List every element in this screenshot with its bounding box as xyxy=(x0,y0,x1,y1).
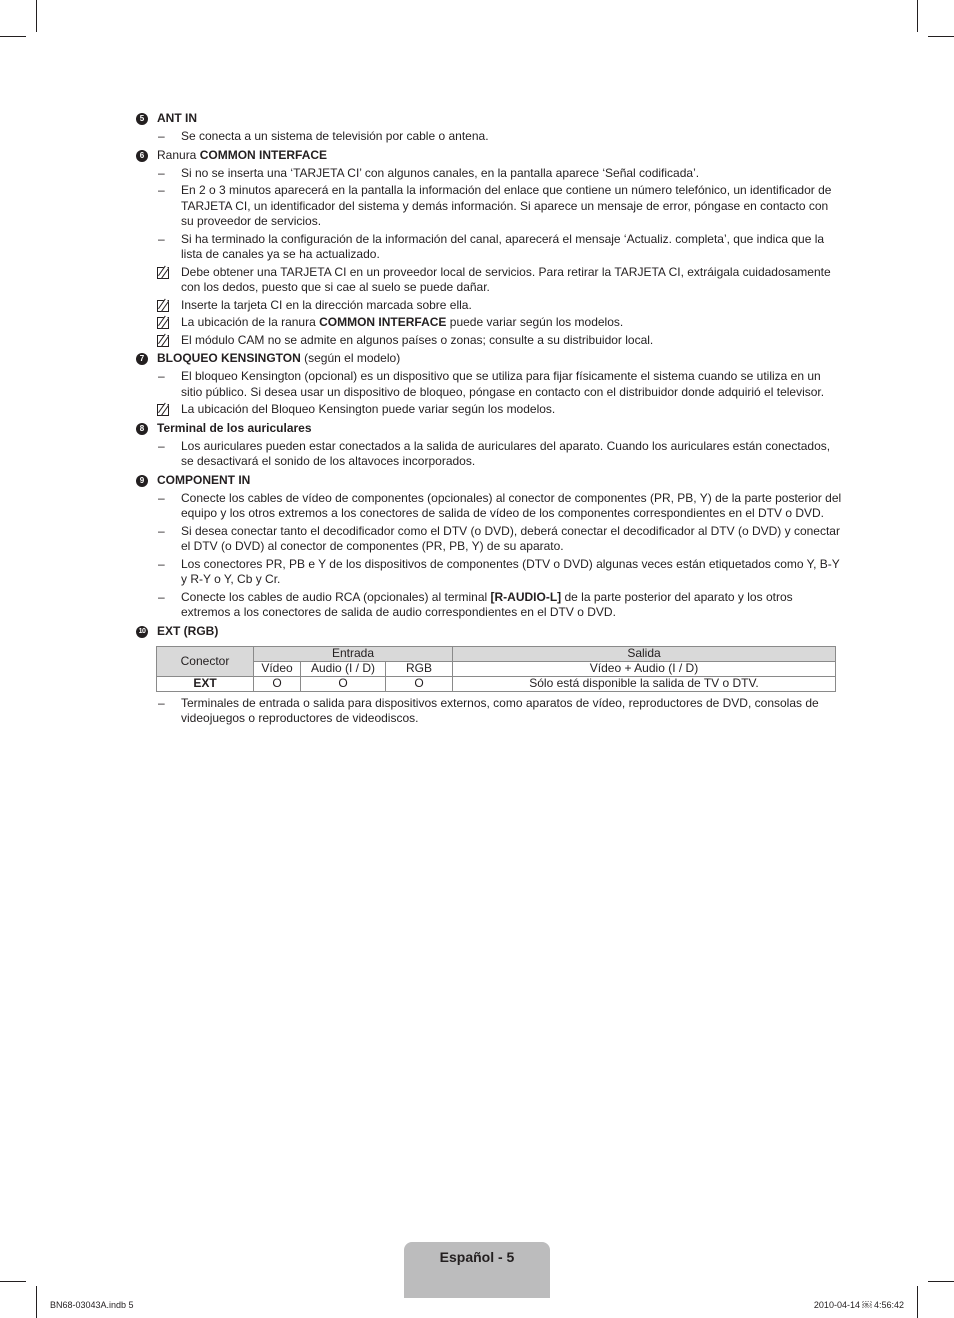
note-item xyxy=(136,402,842,418)
note-pencil-icon xyxy=(157,317,169,329)
section-heading xyxy=(136,351,842,367)
crop-mark xyxy=(917,0,918,32)
row-rgb: O xyxy=(386,676,453,691)
bullet-item xyxy=(136,369,842,400)
section-6 xyxy=(136,148,842,349)
dash-marker: – xyxy=(158,490,165,505)
section-5 xyxy=(136,111,842,145)
section-heading xyxy=(136,473,842,489)
subheader-salida: Vídeo + Audio (I / D) xyxy=(453,661,836,676)
section-title-bold: COMPONENT IN xyxy=(157,472,251,487)
bullet-item xyxy=(136,183,842,230)
item-text: La ubicación de la ranura xyxy=(181,315,320,329)
crop-mark xyxy=(928,1281,954,1282)
bullet-item xyxy=(136,491,842,522)
page-number-tab xyxy=(404,1242,550,1298)
header-conector: Conector xyxy=(157,646,254,676)
note-pencil-icon xyxy=(157,404,169,416)
footer-file-name: BN68-03043A.indb 5 xyxy=(50,1300,134,1310)
row-salida: Sólo está disponible la salida de TV o DTV. xyxy=(453,676,836,691)
section-number-icon: 6 xyxy=(136,150,148,162)
subheader-audio: Audio (I / D) xyxy=(301,661,386,676)
item-text: Si desea conectar tanto el decodificador como el DTV (o DVD), deberá conectar el decodificador al DTV (o DVD) y conectar el DTV (o DVD) al conector de componentes (PR, PB, Y) de su aparato. xyxy=(181,523,840,553)
section-number-icon: 10 xyxy=(136,626,148,638)
item-text: Si ha terminado la configuración de la información del canal, aparecerá el mensaje ‘Actualiz. completa’, que indica que la lista de canales ya se ha actualizado. xyxy=(181,231,825,261)
section-title-prefix: Ranura xyxy=(157,147,200,162)
section-heading xyxy=(136,148,842,164)
dash-marker: – xyxy=(158,556,165,571)
item-text: Conecte los cables de audio RCA (opcionales) al terminal xyxy=(181,589,491,604)
section-title xyxy=(157,148,327,164)
note-pencil-icon xyxy=(157,267,169,279)
crop-mark xyxy=(36,1286,37,1318)
bullet-item xyxy=(136,232,842,263)
row-video: O xyxy=(254,676,301,691)
section-title xyxy=(157,351,400,367)
item-text: El bloqueo Kensington (opcional) es un dispositivo que se utiliza para fijar físicamente el sistema cuando se utiliza en un sitio público. Si desea usar un dispositivo de bloqueo, póngase en contacto con el distribuidor donde adquirió el televisor. xyxy=(181,369,825,399)
section-title xyxy=(157,421,312,437)
dash-marker: – xyxy=(158,695,165,710)
note-item xyxy=(136,265,842,296)
bullet-item xyxy=(136,590,842,621)
section-10 xyxy=(136,624,842,640)
item-text: puede variar según los modelos. xyxy=(446,315,624,329)
subheader-rgb: RGB xyxy=(386,661,453,676)
item-text: El módulo CAM no se admite en algunos países o zonas; consulte a su distribuidor local. xyxy=(181,332,654,347)
section-heading xyxy=(136,421,842,437)
dash-marker: – xyxy=(158,589,165,604)
item-text: Si no se inserta una ‘TARJETA CI’ con algunos canales, en la pantalla aparece ‘Señal codificada’. xyxy=(181,165,700,180)
item-text-bold: [R-AUDIO-L] xyxy=(490,589,562,604)
bullet-item xyxy=(136,439,842,470)
dash-marker: – xyxy=(158,165,165,180)
section-title-bold: ANT IN xyxy=(157,111,197,126)
note-pencil-icon xyxy=(157,300,169,312)
dash-marker: – xyxy=(158,369,165,383)
crop-mark xyxy=(0,1281,26,1282)
item-text: Debe obtener una TARJETA CI en un proveedor local de servicios. Para retirar la TARJETA CI, extráigala cuidadosamente con los dedos, puesto que si cae al suelo se puede dañar. xyxy=(181,264,831,294)
page-label: Español - 5 xyxy=(439,1249,515,1265)
section-9 xyxy=(136,473,842,621)
section-title-bold: BLOQUEO KENSINGTON xyxy=(157,351,301,366)
crop-mark xyxy=(0,36,26,37)
dash-marker: – xyxy=(158,183,165,197)
section-heading xyxy=(136,624,842,640)
row-label: EXT xyxy=(157,676,254,691)
item-text: La ubicación del Bloqueo Kensington puede variar según los modelos. xyxy=(181,402,556,416)
bullet-item xyxy=(136,524,842,555)
header-entrada: Entrada xyxy=(254,646,453,661)
dash-marker: – xyxy=(158,523,165,538)
section-8 xyxy=(136,421,842,470)
note-pencil-icon xyxy=(157,335,169,347)
bullet-item xyxy=(136,557,842,588)
crop-mark xyxy=(917,1286,918,1318)
row-audio: O xyxy=(301,676,386,691)
bullet-item xyxy=(136,696,842,727)
item-text: Los auriculares pueden estar conectados a la salida de auriculares del aparato. Cuando los auriculares están conectados, se desactivará el sonido de los altavoces incorporados. xyxy=(181,438,831,468)
section-number-icon: 5 xyxy=(136,113,148,125)
item-text-bold: COMMON INTERFACE xyxy=(319,315,447,329)
bullet-item xyxy=(136,166,842,182)
section-number-icon: 7 xyxy=(136,353,148,365)
section-number-icon: 9 xyxy=(136,475,148,487)
note-item xyxy=(136,298,842,314)
section-7 xyxy=(136,351,842,418)
section-title xyxy=(157,624,218,640)
subheader-video: Vídeo xyxy=(254,661,301,676)
dash-marker: – xyxy=(158,129,165,143)
table-subheader-row xyxy=(157,661,836,676)
item-text: Se conecta a un sistema de televisión por cable o antena. xyxy=(181,129,489,143)
section-title xyxy=(157,111,197,127)
item-text: En 2 o 3 minutos aparecerá en la pantalla la información del enlace que contiene un número telefónico, un identificador de TARJETA CI, un identificador del sistema y demás información. Si aparece un mensaje de error, póngase en contacto con su proveedor de servicios. xyxy=(181,183,832,228)
item-text: Conecte los cables de vídeo de componentes (opcionales) al conector de componentes (PR, PB, Y) de la parte posterior del equipo y los otros extremos a los conectores de salida de vídeo de los componentes correspondientes en el DTV o DVD. xyxy=(181,490,842,520)
table-row xyxy=(157,676,836,691)
section-title-bold: Terminal de los auriculares xyxy=(157,420,312,435)
header-salida: Salida xyxy=(453,646,836,661)
note-item xyxy=(136,315,842,331)
note-item xyxy=(136,333,842,349)
item-text: de la parte posterior del aparato y los otros extremos a los conectores de salida de audio correspondientes en el DTV o DVD. xyxy=(181,589,793,619)
ext-table xyxy=(156,646,836,692)
section-title-bold: COMMON INTERFACE xyxy=(199,147,328,162)
section-title-bold: EXT (RGB) xyxy=(157,623,219,638)
document-body xyxy=(136,108,842,727)
section-title-suffix: (según el modelo) xyxy=(300,351,401,366)
crop-mark xyxy=(36,0,37,32)
dash-marker: – xyxy=(158,231,165,246)
bullet-item xyxy=(136,129,842,145)
section-number-icon: 8 xyxy=(136,423,148,435)
dash-marker: – xyxy=(158,438,165,453)
table-header-row xyxy=(157,646,836,661)
item-text: Los conectores PR, PB e Y de los dispositivos de componentes (DTV o DVD) algunas veces están etiquetados como Y, B-Y y R-Y o Y, Cb y Cr. xyxy=(181,556,840,586)
section-title xyxy=(157,473,250,489)
section-heading xyxy=(136,111,842,127)
item-text: Terminales de entrada o salida para dispositivos externos, como aparatos de vídeo, reproductores de DVD, consolas de videojuegos o reproductores de videodiscos. xyxy=(181,695,819,725)
footer-timestamp: 2010-04-14 ￼ 4:56:42 xyxy=(813,1300,904,1310)
item-text: Inserte la tarjeta CI en la dirección marcada sobre ella. xyxy=(181,297,472,312)
crop-mark xyxy=(928,36,954,37)
